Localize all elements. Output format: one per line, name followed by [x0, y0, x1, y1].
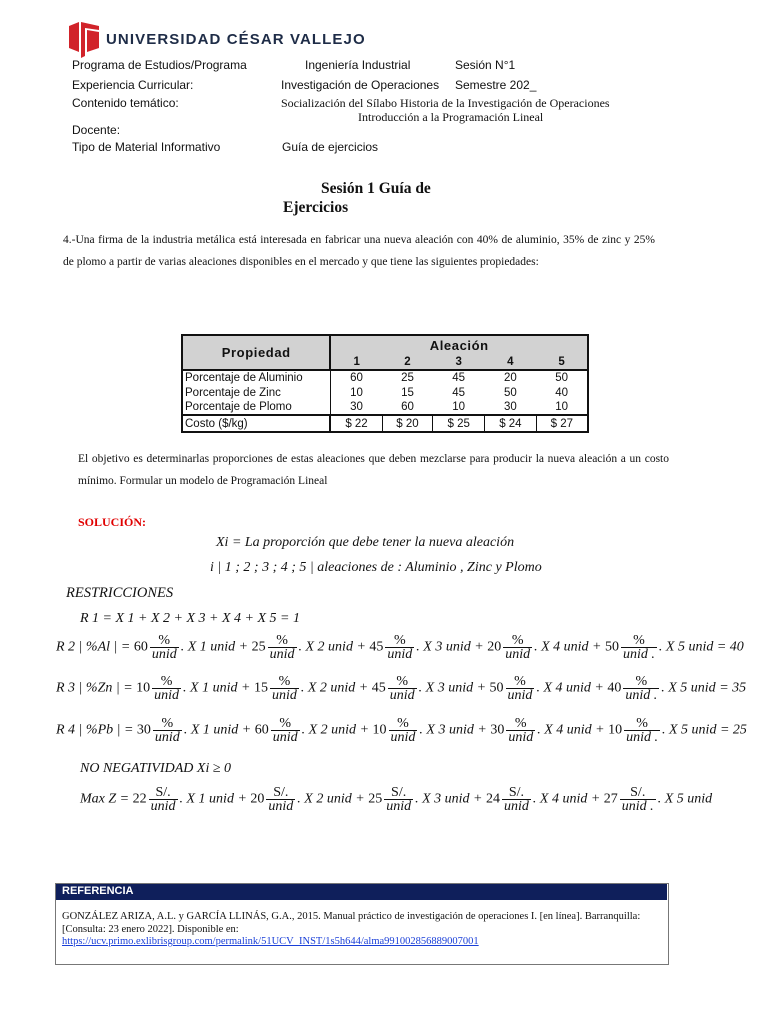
fraction-denominator: unid — [387, 647, 413, 662]
fraction-denominator: unid — [505, 647, 531, 662]
table-cell: $ 27 — [536, 415, 588, 432]
equation-operator: + — [233, 791, 251, 807]
fraction-numerator: S/. — [155, 785, 171, 800]
table-row — [182, 385, 588, 400]
equation-variable: . X 5 unid — [661, 680, 716, 696]
fraction-numerator: S/. — [391, 785, 407, 800]
reference-header-bar — [56, 884, 667, 900]
table-cell: 10 — [536, 400, 588, 415]
header-value-contenido: Socialización del Sílabo Historia de la Investigación de Operaciones — [281, 96, 610, 110]
equation-label: Max Z = — [80, 791, 133, 807]
equation-fraction — [503, 634, 532, 661]
equation-variable: . X 2 unid — [301, 722, 357, 738]
equation-coefficient: 15 — [253, 680, 268, 696]
equation-variable: . X 1 unid — [180, 639, 236, 655]
equation-variable: . X 4 unid — [534, 639, 589, 655]
table-cell: 45 — [452, 372, 466, 384]
header-value-tipo: Guía de ejercicios — [282, 140, 379, 154]
solution-label: SOLUCIÓN: — [78, 515, 147, 529]
fraction-denominator: unid — [386, 799, 412, 814]
fraction-numerator: % — [511, 633, 524, 648]
fraction-denominator: unid . — [623, 647, 655, 662]
equation-fraction — [624, 717, 660, 744]
fraction-numerator: % — [636, 716, 648, 731]
table-row-label: Costo ($/kg) — [182, 415, 330, 432]
equation-operator: + — [470, 639, 488, 655]
table-cell: $ 22 — [330, 415, 382, 432]
equation-fraction — [149, 786, 178, 813]
equation-rhs: = 40 — [713, 639, 744, 655]
table-header-property: Propiedad — [182, 335, 330, 370]
equation-fraction — [153, 717, 182, 744]
equation-operator: + — [473, 722, 491, 738]
objective-function — [80, 786, 712, 813]
alloy-properties-table — [181, 334, 589, 433]
fraction-denominator: unid . — [625, 688, 658, 703]
table-cell: 40 — [536, 385, 588, 400]
header-session: Sesión N°1 — [455, 58, 516, 72]
equation-coefficient: 10 — [372, 722, 387, 738]
fraction-denominator: unid — [389, 688, 415, 703]
header-label-tipo: Tipo de Material Informativo — [72, 140, 221, 154]
equation-label: R 2 | %Al | = — [56, 639, 134, 655]
fraction-numerator: % — [633, 633, 645, 648]
header-value-contenido-2: Introducción a la Programación Lineal — [358, 110, 544, 124]
equation-fraction — [388, 675, 417, 702]
equation-label: R 3 | %Zn | = — [56, 680, 137, 696]
restriction-r1: R 1 = X 1 + X 2 + X 3 + X 4 + X 5 = 1 — [80, 611, 300, 626]
equation-rhs: = 35 — [715, 680, 747, 696]
fraction-numerator: S/. — [508, 785, 525, 800]
equation-coefficient: 60 — [254, 722, 269, 738]
equation-variable: . X 4 unid — [532, 791, 588, 807]
equation-fraction — [506, 675, 535, 702]
fraction-numerator: S/. — [630, 785, 646, 800]
equation-fraction — [266, 786, 295, 813]
fraction-denominator: unid — [390, 730, 416, 745]
table-row — [182, 370, 588, 385]
equation-coefficient: 40 — [607, 680, 622, 696]
reference-link[interactable]: https://ucv.primo.exlibrisgroup.com/permalink/51UCV_INST/1s5h644/alma991002856889007001 — [62, 936, 479, 947]
header-label-programa: Programa de Estudios/Programa — [72, 58, 247, 72]
fraction-numerator: % — [160, 674, 173, 689]
reference-body — [62, 911, 662, 949]
equation-variable: . X 2 unid — [300, 680, 356, 696]
equation-fraction — [384, 786, 413, 813]
table-alloy-number: 1 — [330, 355, 382, 370]
equation-label: R 4 | %Pb | = — [56, 722, 137, 738]
fraction-numerator: % — [279, 716, 291, 731]
table-alloy-number: 5 — [536, 355, 588, 370]
equation-fraction — [621, 634, 657, 661]
table-cell: 15 — [401, 386, 414, 399]
equation-operator: + — [587, 791, 604, 807]
table-cell: 60 — [350, 372, 363, 384]
table-row-label: Porcentaje de Aluminio — [182, 370, 330, 385]
equation-coefficient: 20 — [250, 791, 265, 807]
equation-coefficient: 10 — [608, 722, 623, 738]
equation-operator: + — [591, 722, 609, 738]
fraction-numerator: % — [514, 716, 527, 731]
equation-operator: + — [237, 680, 254, 696]
equation-fraction — [502, 786, 531, 813]
header-label-contenido: Contenido temático: — [72, 96, 179, 110]
header-value-experiencia: Investigación de Operaciones — [281, 78, 440, 92]
table-cell: $ 24 — [485, 415, 537, 432]
equation-variable: . X 5 unid — [657, 791, 713, 807]
equation-variable: . X 1 unid — [183, 680, 238, 696]
table-row — [182, 400, 588, 415]
index-definition: i | 1 ; 2 ; 3 ; 4 ; 5 | aleaciones de : Aluminio , Zinc y Plomo — [210, 560, 542, 575]
equation-operator: + — [469, 791, 486, 807]
equation-fraction — [620, 786, 656, 813]
equation-variable: . X 5 unid — [662, 722, 717, 738]
equation-coefficient: 50 — [489, 680, 504, 696]
equation-coefficient: 27 — [603, 791, 618, 807]
header-label-docente: Docente: — [72, 123, 121, 137]
equation-operator: + — [238, 722, 255, 738]
fraction-numerator: % — [397, 716, 409, 731]
table-cell: 30 — [485, 400, 537, 415]
fraction-numerator: % — [278, 674, 291, 689]
fraction-numerator: S/. — [273, 785, 289, 800]
header-semester: Semestre 202_ — [455, 78, 537, 92]
reference-title: REFERENCIA — [62, 885, 134, 897]
table-cell: 50 — [536, 370, 588, 385]
equation-operator: + — [352, 639, 370, 655]
equation-coefficient: 24 — [486, 791, 500, 807]
table-cell: 60 — [382, 400, 433, 415]
equation-coefficient: 25 — [368, 791, 383, 807]
equation-variable: . X 3 unid — [415, 791, 470, 807]
table-alloy-number: 2 — [382, 355, 433, 370]
restriction-r3 — [56, 675, 746, 702]
equation-coefficient: 22 — [132, 791, 147, 807]
table-cell: 10 — [350, 386, 363, 399]
table-row — [182, 415, 588, 432]
table-header-alloy: Aleación — [330, 335, 588, 355]
table-cell: 45 — [452, 386, 466, 399]
fraction-denominator: unid — [504, 799, 529, 814]
fraction-denominator: unid . — [626, 730, 658, 745]
fraction-denominator: unid — [272, 730, 298, 745]
equation-rhs: = 25 — [716, 722, 747, 738]
table-cell: 10 — [433, 400, 485, 415]
table-row-label: Porcentaje de Plomo — [182, 400, 330, 415]
equation-coefficient: 25 — [251, 639, 266, 655]
problem-statement: 4.-Una firma de la industria metálica está interesada en fabricar una nueva aleación con 40% de aluminio, 35% de zinc y 25% de plomo a partir de varias aleaciones disponibles en el mercado y que tiene las siguientes propiedades: — [63, 234, 655, 268]
equation-coefficient: 50 — [605, 639, 619, 655]
fraction-numerator: % — [276, 633, 288, 648]
fraction-denominator: unid — [508, 730, 534, 745]
page-title-line1: Sesión 1 Guía de — [321, 180, 431, 197]
fraction-denominator: unid — [269, 647, 295, 662]
table-cell: $ 25 — [433, 415, 485, 432]
equation-operator: + — [473, 680, 490, 696]
fraction-denominator: unid — [154, 730, 180, 745]
table-row-label: Porcentaje de Zinc — [182, 385, 330, 400]
fraction-denominator: unid — [150, 799, 176, 814]
equation-fraction — [270, 675, 299, 702]
equation-variable: . X 1 unid — [183, 722, 239, 738]
equation-operator: + — [356, 722, 373, 738]
equation-coefficient: 20 — [487, 639, 502, 655]
header-value-programa: Ingeniería Industrial — [305, 58, 411, 72]
reference-text: GONZÁLEZ ARIZA, A.L. y GARCÍA LLINÁS, G.A., 2015. Manual práctico de investigación de operaciones I. [en línea]. Barranquilla: [Consulta: 23 enero 2022]. Disponible en: — [62, 911, 641, 935]
table-cell: 25 — [401, 372, 414, 384]
fraction-numerator: % — [635, 674, 648, 689]
fraction-numerator: % — [396, 674, 409, 689]
university-logo-icon — [67, 22, 101, 58]
variable-definition: Xi = La proporción que debe tener la nueva aleación — [216, 535, 515, 550]
equation-coefficient: 60 — [133, 639, 148, 655]
equation-fraction — [271, 717, 300, 744]
equation-variable: . X 2 unid — [298, 639, 353, 655]
equation-fraction — [389, 717, 418, 744]
fraction-numerator: % — [514, 674, 526, 689]
equation-variable: . X 4 unid — [536, 680, 591, 696]
equation-fraction — [268, 634, 297, 661]
restriction-r4 — [56, 717, 747, 744]
equation-variable: . X 3 unid — [419, 722, 474, 738]
equation-operator: + — [355, 680, 372, 696]
equation-coefficient: 30 — [136, 722, 151, 738]
equation-fraction — [152, 675, 181, 702]
equation-variable: . X 2 unid — [297, 791, 352, 807]
equation-coefficient: 45 — [369, 639, 384, 655]
restriction-r2 — [56, 634, 744, 661]
equation-variable: . X 5 unid — [658, 639, 714, 655]
equation-coefficient: 10 — [136, 680, 151, 696]
fraction-denominator: unid — [507, 688, 533, 703]
equation-operator: + — [590, 680, 608, 696]
fraction-denominator: unid — [268, 799, 294, 814]
equation-fraction — [506, 717, 535, 744]
table-alloy-number: 4 — [485, 355, 537, 370]
equation-coefficient: 45 — [371, 680, 386, 696]
table-alloy-number: 3 — [433, 355, 485, 370]
equation-variable: . X 4 unid — [537, 722, 592, 738]
restrictions-label: RESTRICCIONES — [66, 585, 174, 601]
equation-fraction — [150, 634, 179, 661]
table-cell: 50 — [503, 386, 517, 399]
objective-text: El objetivo es determinarlas proporciones de estas aleaciones que deben mezclarse para producir la nueva aleación a un costo mínimo. Formular un modelo de Programación Lineal — [78, 453, 669, 487]
equation-operator: + — [588, 639, 605, 655]
equation-operator: + — [235, 639, 252, 655]
equation-coefficient: 30 — [490, 722, 505, 738]
header-label-experiencia: Experiencia Curricular: — [72, 78, 194, 92]
fraction-denominator: unid — [271, 688, 297, 703]
table-cell: 30 — [330, 400, 382, 415]
page-title-line2: Ejercicios — [283, 199, 349, 216]
equation-variable: . X 3 unid — [418, 680, 474, 696]
table-cell: $ 20 — [382, 415, 433, 432]
table-cell: 20 — [503, 372, 517, 384]
equation-variable: . X 3 unid — [416, 639, 471, 655]
equation-fraction — [385, 634, 414, 661]
equation-operator: + — [351, 791, 369, 807]
equation-variable: . X 1 unid — [179, 791, 234, 807]
equation-fraction — [623, 675, 659, 702]
fraction-denominator: unid . — [621, 799, 654, 814]
fraction-denominator: unid — [151, 647, 177, 662]
fraction-numerator: % — [158, 633, 171, 648]
university-name: UNIVERSIDAD CÉSAR VALLEJO — [106, 31, 366, 48]
fraction-numerator: % — [394, 633, 406, 648]
nonnegativity: NO NEGATIVIDAD Xi ≥ 0 — [80, 761, 232, 776]
fraction-denominator: unid — [154, 688, 180, 703]
fraction-numerator: % — [161, 716, 174, 731]
